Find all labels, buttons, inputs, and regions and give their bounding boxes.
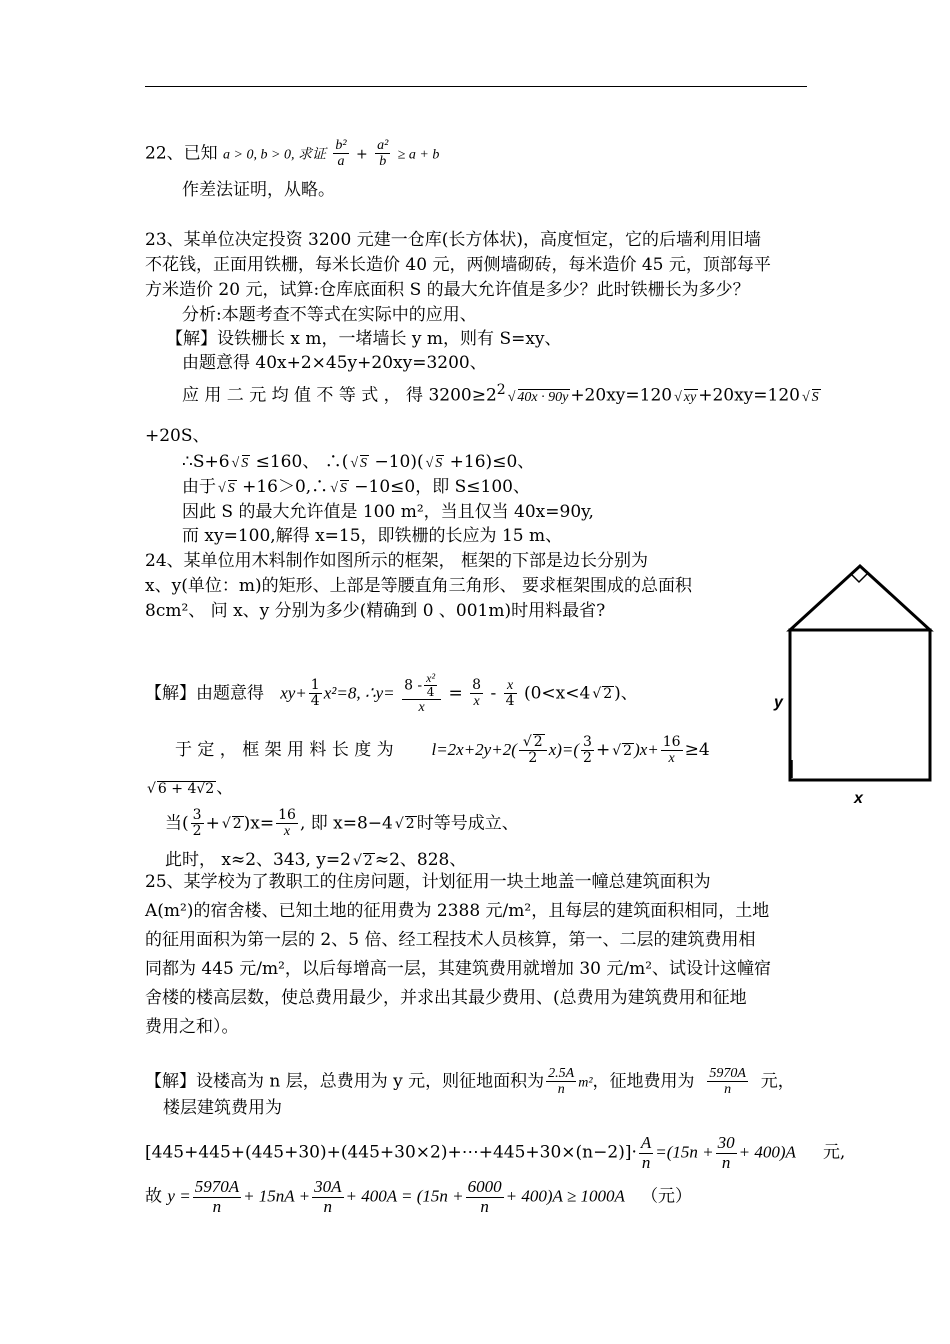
problem-24-line-3: 8cm²、 问 x、y 分别为多少(精确到 0 、001m)时用料最省? xyxy=(145,601,606,621)
problem-23-result: 而 xy=100,解得 x=15，即铁栅的长应为 15 m、 xyxy=(182,526,563,546)
problem-25-line-3: 的征用面积为第一层的 2、5 倍、经工程技术人员核算，第一、二层的建筑费用相 xyxy=(145,930,756,950)
problem-23-line-2: 不花钱，正面用铁栅，每米长造价 40 元，两侧墙砌砖，每米造价 45 元，顶部每平 xyxy=(145,255,771,275)
problem-25-line-6: 费用之和）。 xyxy=(145,1017,239,1037)
problem-23-continuation: +20S、 xyxy=(145,426,210,446)
problem-23-line-1: 23、某单位决定投资 3200 元建一仓库(长方体状)，高度恒定，它的后墙利用旧墙 xyxy=(145,230,761,250)
problem-23-equation: 由题意得 40x+2×45y+20xy=3200、 xyxy=(182,353,487,373)
problem-23-inequality: 应 用 二 元 均 值 不 等 式 ， 得 $3200\ge 2^2√$ 40x · 90y +20xy=120√ xy +20xy=120√ S xyxy=(182,378,821,408)
problem-24-line-1: 24、某单位用木料制作如图所示的框架， 框架的下部是边长分别为 xyxy=(145,551,649,571)
problem-23-analysis: 分析:本题考查不等式在实际中的应用、 xyxy=(182,305,477,325)
header-rule xyxy=(145,86,807,87)
problem-24-solution-3: √ 6 + 4√2 、 xyxy=(145,776,233,800)
sqrt-40x-90y: √ 40x · 90y xyxy=(518,389,571,405)
problem-24-solution-5: 此时， x≈2、343, y=2√ 2 ≈2、828、 xyxy=(165,848,466,872)
problem-25-solution-1: 【解】设楼高为 n 层，总费用为 y 元，则征地面积为 $\frac{2.5A}{n}$ m²，征地费用为 $\frac{5970A}{n}$ 元， xyxy=(145,1066,795,1098)
problem-25-solution-4: 故 y = $\frac{5970A}{n}$ + 15nA + $\frac{30A}{n}$ + 400A = (15n + $\frac{6000}{n}$ + 400)A ≥ 1000A （元） xyxy=(145,1177,693,1216)
frame-figure xyxy=(770,560,950,810)
problem-24-solution-1: 【解】由题意得 xy+ $\frac{1}{4}$ x²=8, ∴y= 8 - $\frac{\text{x²}}{4}$ x = $\frac{8}{x}$ - $\frac{x}{4}$ (0<x<4√ 2 )、 xyxy=(145,672,638,716)
sqrt-xy: √ xy xyxy=(684,389,698,405)
right-angle-mark xyxy=(851,574,867,582)
problem-22-statement: 22、已知 a > 0, b > 0, 求证 $\frac{\text{b²}}{a}$ + $\frac{\text{a²}}{b}$ ≥ a + b xyxy=(145,138,440,170)
problem-22-label: 22、已知 xyxy=(145,143,218,164)
label-y: y xyxy=(774,694,783,711)
label-x: x xyxy=(854,790,863,807)
problem-25-line-1: 25、某学校为了教职工的住房问题，计划征用一块土地盖一幢总建筑面积为 xyxy=(145,872,711,892)
problem-23-line-3: 方米造价 20 元，试算:仓库底面积 S 的最大允许值是多少？此时铁栅长为多少？ xyxy=(145,280,750,300)
problem-25-line-2: A(m²)的宿舍楼、已知土地的征用费为 2388 元/m²，且每层的建筑面积相同，土地 xyxy=(145,901,770,921)
sqrt-s: √ S xyxy=(812,389,821,405)
problem-23-max: 因此 S 的最大允许值是 100 m²，当且仅当 40x=90y, xyxy=(182,502,594,522)
rectangle-body xyxy=(790,630,930,780)
problem-25-solution-2: 楼层建筑费用为 xyxy=(163,1098,282,1118)
problem-23-deduction: ∴S+6√ S ≤160、 ∴(√ S −10)(√ S +16)≤0、 xyxy=(182,450,534,474)
frame-diagram xyxy=(770,560,950,810)
problem-25-solution-3: [445+445+(445+30)+(445+30×2)+⋯+445+30×(n−2)]· $\frac{A}{n}$ =(15n + $\frac{30}{n}$ + 400)A 元, xyxy=(145,1133,846,1172)
fraction-a2-over-b: $\frac{\text{a²}}{b}$ xyxy=(377,138,389,170)
triangle-roof xyxy=(790,566,930,630)
problem-24-solution-2: 于 定 ， 框 架 用 料 长 度 为 l=2x+2y+2( √ $\frac{2}{2}$ x)=( $\frac{3}{2}$ +√ 2 )x+ $\frac{16}{x}$ ≥4 xyxy=(175,734,710,767)
problem-24-solution-4: 当( $\frac{3}{2}$ +√ 2 )x= $\frac{16}{x}$ , 即 x=8−4√ 2 时等号成立、 xyxy=(165,808,519,840)
problem-22-rhs: ≥ a + b xyxy=(397,147,440,163)
problem-24-line-2: x、y(单位：m)的矩形、上部是等腰直角三角形、 要求框架围成的总面积 xyxy=(145,576,692,596)
problem-22-answer: 作差法证明，从略。 xyxy=(182,180,335,200)
problem-23-solution-start: 【解】设铁栅长 x m，一堵墙长 y m，则有 S=xy、 xyxy=(166,329,562,349)
fraction-y-expression: 8 - $\frac{\text{x²}}{4}$ x xyxy=(402,672,441,716)
problem-23-since: 由于√ S +16＞0,∴√ S −10≤0，即 S≤100、 xyxy=(182,475,530,499)
problem-25-line-4: 同都为 445 元/m²，以后每增高一层，其建筑费用就增加 30 元/m²、试设计这幢宿 xyxy=(145,959,772,979)
problem-22-condition: a > 0, b > 0, 求证 xyxy=(223,147,326,163)
problem-25-line-5: 舍楼的楼高层数，使总费用最少，并求出其最少费用、(总费用为建筑费用和征地 xyxy=(145,988,747,1008)
fraction-b2-over-a: $\frac{\text{b²}}{a}$ xyxy=(335,138,347,170)
